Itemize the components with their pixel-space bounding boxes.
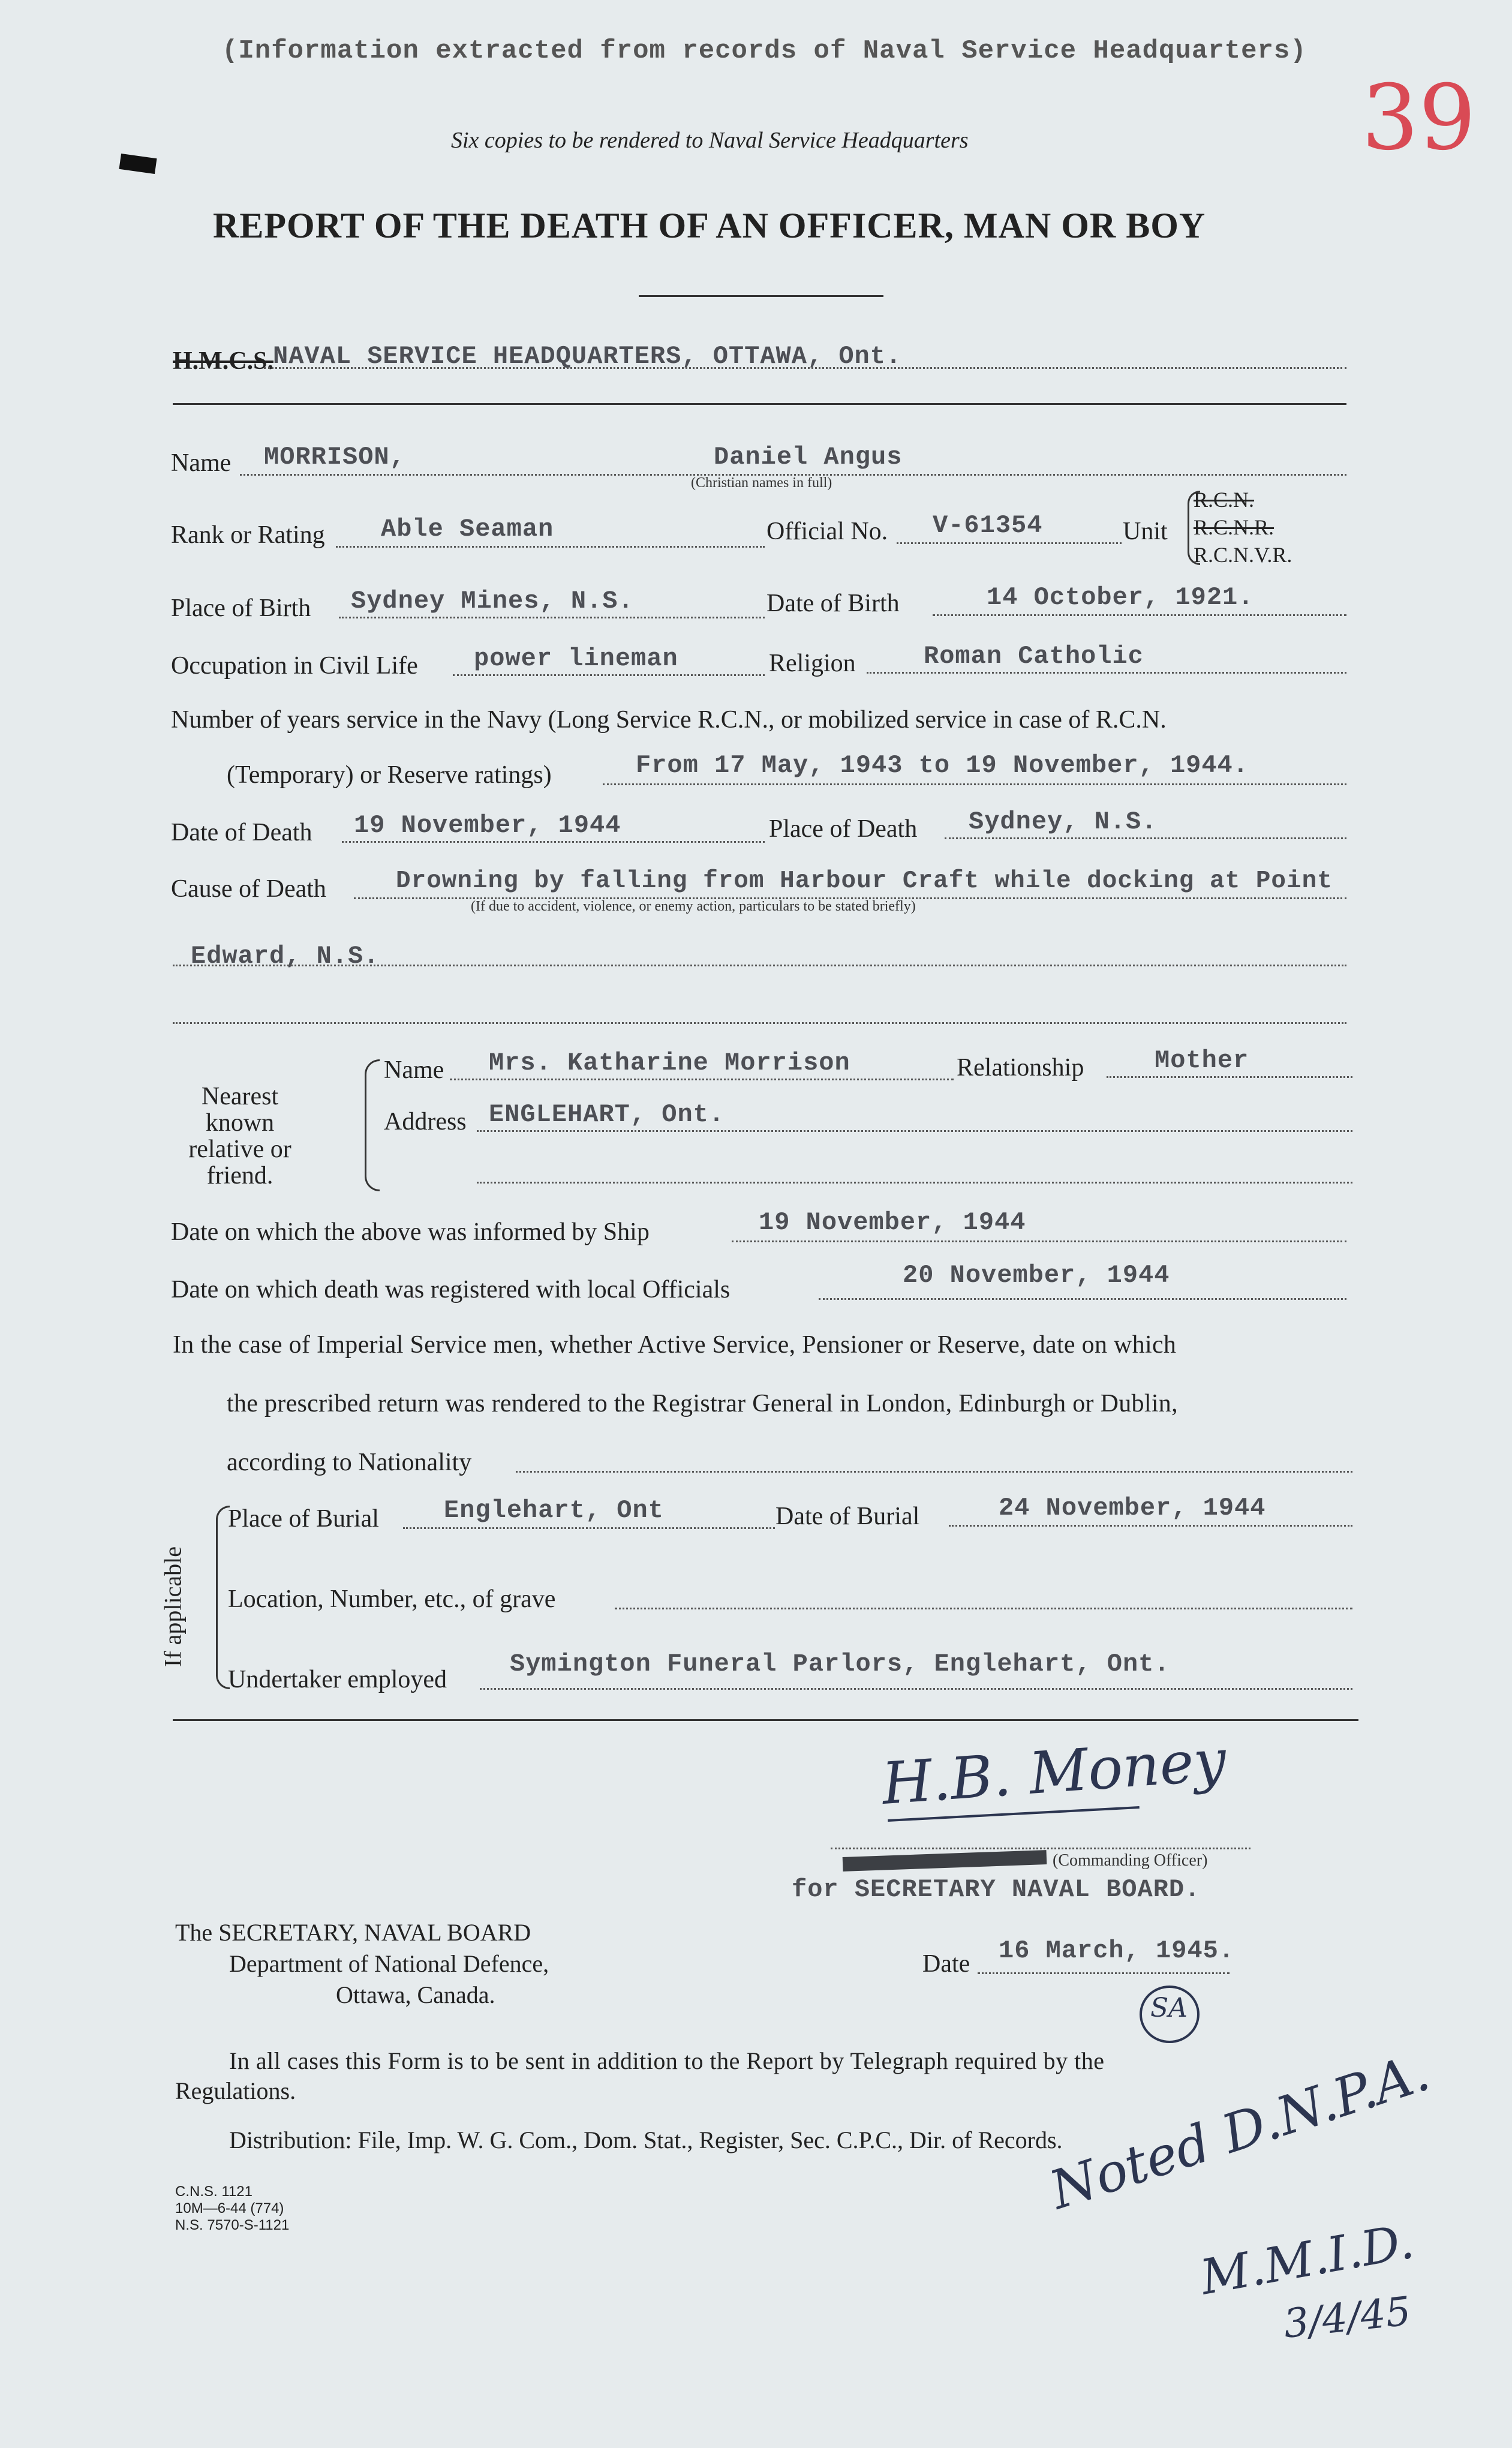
service-dots: [603, 783, 1346, 785]
relative-brace: [365, 1059, 380, 1191]
relative-address-value: ENGLEHART, Ont.: [489, 1100, 725, 1129]
informed-value: 19 November, 1944: [759, 1208, 1026, 1237]
form-code-3: N.S. 7570-S-1121: [175, 2217, 290, 2233]
birth-date-dots: [933, 614, 1346, 616]
religion-dots: [867, 672, 1346, 674]
birth-date-label: Date of Birth: [766, 590, 900, 617]
unit-label: Unit: [1123, 518, 1168, 545]
addressee-line1: The SECRETARY, NAVAL BOARD: [175, 1919, 531, 1946]
relative-name-dots: [450, 1079, 954, 1080]
death-date-value: 19 November, 1944: [354, 811, 621, 840]
registered-label: Date on which death was registered with local Officials: [171, 1276, 731, 1303]
form-code-2: 10M—6-44 (774): [175, 2200, 284, 2216]
all-cases-note2: Regulations.: [175, 2077, 296, 2104]
birth-place-dots: [339, 617, 765, 618]
imperial-line1: In the case of Imperial Service men, whether Active Service, Pensioner or Reserve, date on which: [173, 1331, 1177, 1359]
ship-label: H.M.C.S.: [173, 347, 273, 375]
relative-name-label: Name: [384, 1056, 444, 1084]
official-no-label: Official No.: [766, 518, 888, 545]
page-mark: 39: [1361, 66, 1476, 170]
signature-image: H.B. Money: [879, 1726, 1228, 1818]
occupation-label: Occupation in Civil Life: [171, 652, 418, 680]
all-cases-note: In all cases this Form is to be sent in addition to the Report by Telegraph required by the: [229, 2047, 1105, 2074]
burial-date-dots: [949, 1525, 1352, 1527]
rank-label: Rank or Rating: [171, 521, 325, 549]
date-label: Date: [922, 1950, 970, 1978]
relationship-value: Mother: [1155, 1046, 1249, 1075]
birth-place-value: Sydney Mines, N.S.: [351, 587, 634, 615]
death-place-value: Sydney, N.S.: [969, 807, 1158, 836]
form-code-1: C.N.S. 1121: [175, 2183, 252, 2200]
death-date-dots: [342, 841, 765, 843]
noted-annotation: Noted D.N.P.A.: [1042, 2040, 1437, 2221]
distribution-note: Distribution: File, Imp. W. G. Com., Dom. Stat., Register, Sec. C.P.C., Dir. of Records.: [229, 2126, 1063, 2153]
name-label: Name: [171, 449, 232, 477]
relative-group-label: Nearest known relative or friend.: [188, 1083, 291, 1190]
burial-date-value: 24 November, 1944: [999, 1494, 1266, 1522]
signature-dots: [831, 1848, 1251, 1849]
death-place-label: Place of Death: [769, 815, 918, 843]
addressee-line3: Ottawa, Canada.: [336, 1981, 495, 2008]
ship-rule: [173, 403, 1346, 405]
noted-initials: M.M.I.D.: [1196, 2213, 1418, 2306]
official-no-dots: [897, 542, 1122, 544]
religion-value: Roman Catholic: [924, 642, 1144, 671]
relationship-dots: [1107, 1076, 1352, 1078]
addressee-line2: Department of National Defence,: [229, 1950, 549, 1977]
imperial-line2: the prescribed return was rendered to the Registrar General in London, Edinburgh or Dublin,: [227, 1390, 1178, 1417]
burial-date-label: Date of Burial: [775, 1503, 920, 1530]
cause-line3-dots: [173, 1022, 1346, 1024]
relative-address-label: Address: [384, 1108, 467, 1136]
burial-place-dots: [403, 1527, 775, 1529]
copies-note: Six copies to be rendered to Naval Service Headquarters: [451, 128, 969, 153]
burial-bottom-rule: [173, 1719, 1358, 1721]
burial-place-value: Englehart, Ont: [444, 1496, 664, 1525]
burial-place-label: Place of Burial: [228, 1505, 379, 1533]
informed-label: Date on which the above was informed by Ship: [171, 1218, 650, 1246]
burial-side-label: If applicable: [159, 1546, 187, 1667]
unit-option-rcn: R.C.N.: [1194, 488, 1255, 512]
religion-label: Religion: [769, 650, 856, 677]
rank-dots: [336, 546, 765, 548]
for-secretary-line: for SECRETARY NAVAL BOARD.: [792, 1875, 1201, 1904]
registered-value: 20 November, 1944: [903, 1261, 1170, 1290]
undertaker-label: Undertaker employed: [228, 1666, 447, 1693]
commanding-officer-label: (Commanding Officer): [1053, 1851, 1208, 1870]
service-label-line1: Number of years service in the Navy (Long Service R.C.N., or mobilized service in case of R.C.N.: [171, 706, 1167, 734]
service-value: From 17 May, 1943 to 19 November, 1944.: [636, 751, 1249, 780]
cause-line2: Edward, N.S.: [191, 942, 380, 971]
grave-dots: [615, 1608, 1352, 1609]
noted-date: 3/4/45: [1281, 2288, 1413, 2347]
relationship-label: Relationship: [957, 1054, 1084, 1082]
form-title: REPORT OF THE DEATH OF AN OFFICER, MAN OR BOY: [213, 206, 1206, 245]
rank-value: Able Seaman: [381, 515, 554, 543]
birth-place-label: Place of Birth: [171, 594, 311, 622]
cause-label: Cause of Death: [171, 875, 326, 903]
ship-value: NAVAL SERVICE HEADQUARTERS, OTTAWA, Ont.: [273, 342, 902, 371]
occupation-dots: [453, 674, 765, 676]
relative-name-value: Mrs. Katharine Morrison: [489, 1049, 850, 1077]
extracted-note: (Information extracted from records of Naval Service Headquarters): [222, 36, 1307, 66]
cause-note: (If due to accident, violence, or enemy action, particulars to be stated briefly): [471, 899, 916, 914]
unit-option-rcnvr: R.C.N.V.R.: [1194, 543, 1292, 567]
struck-designation: [843, 1850, 1047, 1872]
death-date-label: Date of Death: [171, 819, 312, 846]
relative-address2-dots: [477, 1182, 1352, 1184]
punch-mark: [119, 154, 157, 174]
occupation-value: power lineman: [474, 644, 678, 673]
birth-date-value: 14 October, 1921.: [987, 583, 1254, 612]
undertaker-dots: [480, 1688, 1352, 1690]
death-place-dots: [945, 837, 1346, 839]
service-label-line2: (Temporary) or Reserve ratings): [227, 761, 552, 789]
cause-line2-dots: [173, 965, 1346, 966]
official-no-value: V-61354: [933, 511, 1043, 540]
cause-line1: Drowning by falling from Harbour Craft while docking at Point: [396, 867, 1333, 895]
relative-address-dots: [477, 1130, 1352, 1132]
imperial-line3: according to Nationality: [227, 1449, 472, 1476]
christian-names-note: (Christian names in full): [691, 475, 832, 491]
date-dots: [978, 1972, 1230, 1974]
registered-dots: [819, 1298, 1346, 1300]
undertaker-value: Symington Funeral Parlors, Englehart, Ont.: [510, 1650, 1170, 1678]
imperial-dots: [516, 1471, 1352, 1473]
date-value: 16 March, 1945.: [999, 1936, 1235, 1965]
title-rule: [639, 295, 883, 297]
ship-dots: [264, 367, 1346, 369]
unit-option-rcnr: R.C.N.R.: [1194, 515, 1274, 539]
informed-dots: [732, 1240, 1346, 1242]
surname-value: MORRISON,: [264, 443, 405, 471]
christian-names-value: Daniel Angus: [714, 443, 903, 471]
grave-label: Location, Number, etc., of grave: [228, 1585, 556, 1613]
initials-text: SA: [1150, 1993, 1188, 2023]
